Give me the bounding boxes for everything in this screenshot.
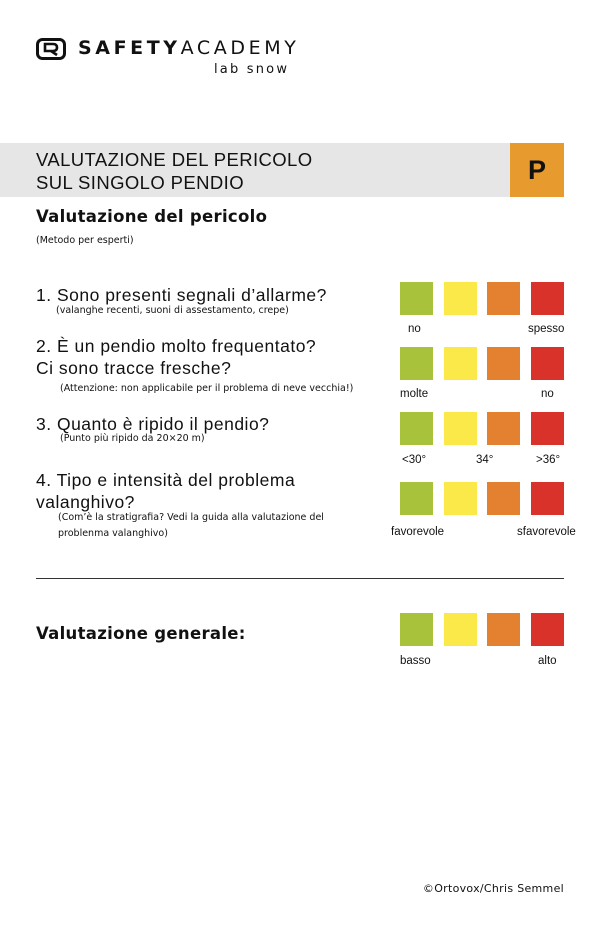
question-1-label-low: no — [408, 323, 421, 335]
question-2: 2. È un pendio molto frequentato? Ci sono tracce fresche? — [36, 336, 317, 378]
logo-subtitle: lab snow — [214, 62, 290, 77]
section-title: Valutazione del pericolo — [36, 207, 268, 226]
scale-red-square[interactable] — [531, 613, 564, 646]
category-badge: P — [510, 143, 564, 197]
logo-brand — [78, 36, 299, 60]
question-2-label-low: molte — [400, 388, 429, 400]
logo-brand-light: ACADEMY — [180, 37, 300, 59]
scale-green-square[interactable] — [400, 347, 433, 380]
question-4-label-high: sfavorevole — [517, 526, 576, 538]
scale-yellow-square[interactable] — [444, 282, 477, 315]
scale-red-square[interactable] — [531, 282, 564, 315]
question-1: 1. Sono presenti segnali d’allarme? — [36, 285, 327, 305]
scale-red-square[interactable] — [531, 412, 564, 445]
question-4-label-low: favorevole — [391, 526, 445, 538]
scale-green-square[interactable] — [400, 613, 433, 646]
divider — [36, 578, 564, 579]
question-1-label-high: spesso — [528, 323, 565, 335]
scale-orange-square[interactable] — [487, 412, 520, 445]
scale-red-square[interactable] — [531, 482, 564, 515]
scale-yellow-square[interactable] — [444, 613, 477, 646]
page-title: VALUTAZIONE DEL PERICOLO SUL SINGOLO PENDIO — [36, 149, 313, 193]
scale-yellow-square[interactable] — [444, 482, 477, 515]
question-3-note: (Punto più ripido da 20×20 m) — [60, 433, 205, 444]
scale-orange-square[interactable] — [487, 282, 520, 315]
scale-green-square[interactable] — [400, 282, 433, 315]
section-subtitle: (Metodo per esperti) — [36, 235, 134, 246]
scale-green-square[interactable] — [400, 482, 433, 515]
question-3-label-high: >36° — [536, 454, 561, 466]
question-4: 4. Tipo e intensità del problema valanghivo? — [36, 470, 296, 512]
overall-label-high: alto — [538, 655, 557, 667]
overall-title: Valutazione generale: — [36, 624, 246, 643]
question-1-note: (valanghe recenti, suoni di assestamento, crepe) — [56, 305, 289, 316]
scale-orange-square[interactable] — [487, 347, 520, 380]
question-2-label-high: no — [541, 388, 554, 400]
copyright-credit: ©Ortovox/Chris Semmel — [422, 882, 564, 895]
question-3-label-low: <30° — [402, 454, 427, 466]
scale-red-square[interactable] — [531, 347, 564, 380]
question-3-label-mid: 34° — [476, 454, 494, 466]
question-3: 3. Quanto è ripido il pendio? — [36, 414, 270, 434]
question-2-note: (Attenzione: non applicabile per il problema di neve vecchia!) — [60, 383, 354, 394]
scale-yellow-square[interactable] — [444, 412, 477, 445]
logo-mark-icon — [36, 38, 66, 60]
question-4-note: (Com’è la stratigrafia? Vedi la guida alla valutazione del problenma valanghivo) — [58, 512, 324, 539]
scale-orange-square[interactable] — [487, 613, 520, 646]
scale-yellow-square[interactable] — [444, 347, 477, 380]
scale-green-square[interactable] — [400, 412, 433, 445]
overall-label-low: basso — [400, 655, 431, 667]
logo-brand-bold: SAFETY — [78, 37, 181, 59]
scale-orange-square[interactable] — [487, 482, 520, 515]
